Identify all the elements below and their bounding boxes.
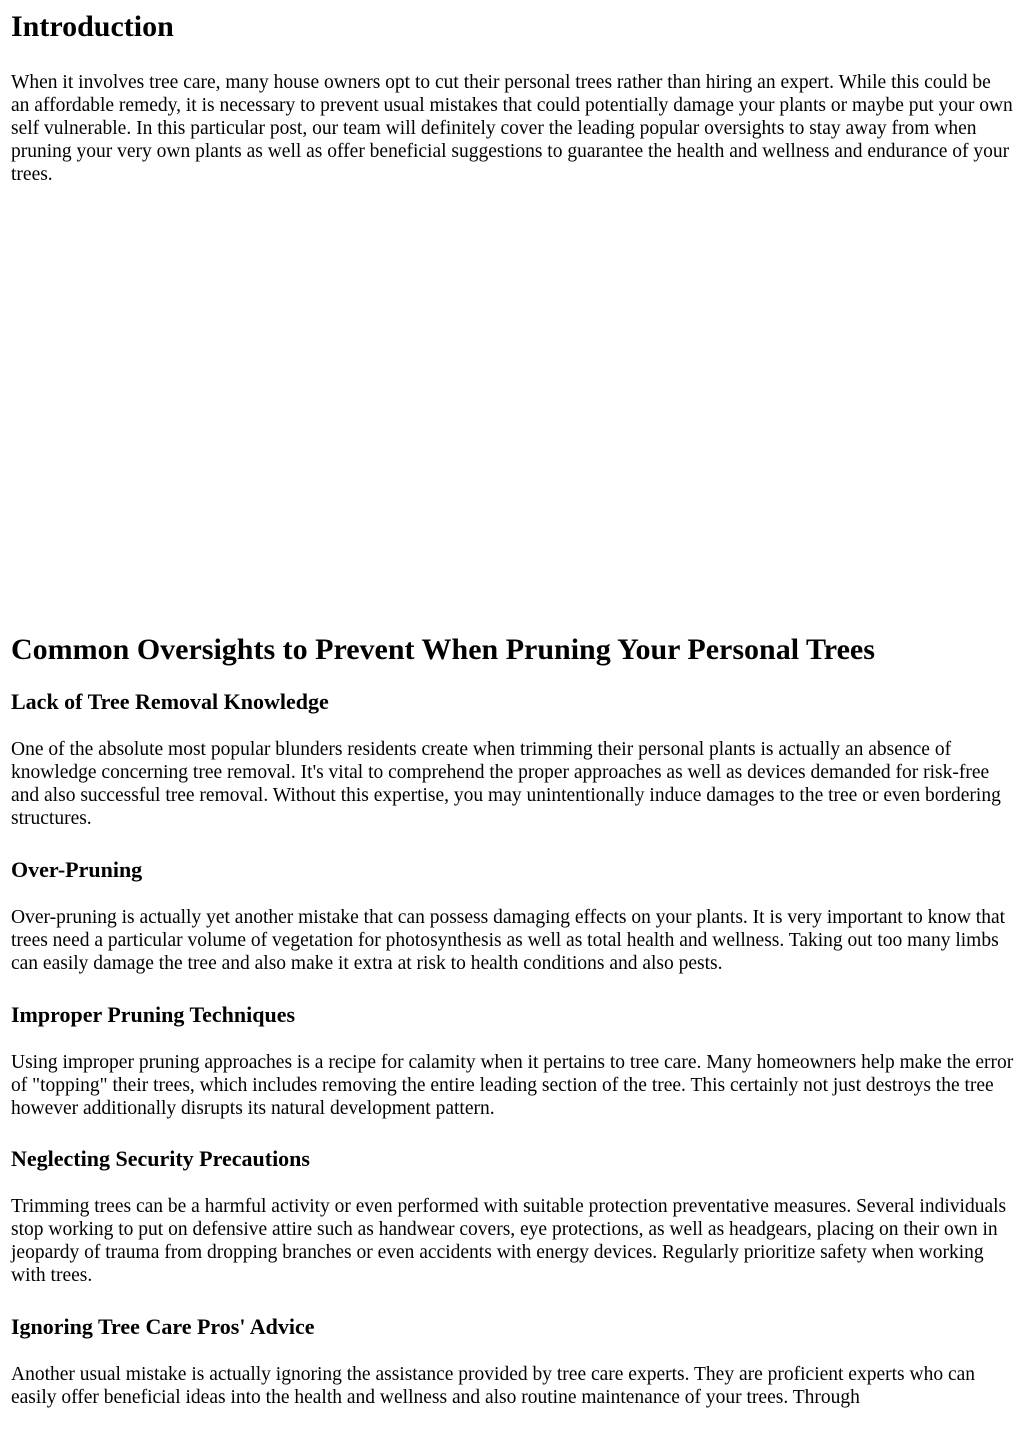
paragraph-tree-care-pros-advice: Another usual mistake is actually ignoring the assistance provided by tree care experts. They are proficient experts who can easily offer beneficial ideas into the health and wellness and also routine maintenance of your trees. Through [11, 1364, 976, 1408]
subheading-tree-removal-knowledge: Lack of Tree Removal Knowledge [11, 689, 329, 714]
paragraph-tree-removal-knowledge: One of the absolute most popular blunders residents create when trimming their personal plants is actually an absence of knowledge concerning tree removal. It's vital to comprehend the proper approaches as well as devices demanded for risk-free and also successful tree removal. Without this expertise, you may unintentionally induce damages to the tree or even bordering structures. [11, 739, 1001, 829]
intro-paragraph: When it involves tree care, many house owners opt to cut their personal trees rather than hiring an expert. While this could be an affordable remedy, it is necessary to prevent usual mistakes that could potentially damage your plants or maybe put your own self vulnerable. In this particular post, our team will definitely cover the leading popular oversights to stay away from when pruning your very own plants as well as offer beneficial suggestions to guarantee the health and wellness and endurance of your trees. [11, 72, 1013, 185]
paragraph-improper-pruning-techniques: Using improper pruning approaches is a recipe for calamity when it pertains to tree care. Many homeowners help make the error of "topping" their trees, which includes removing the entire leading section of the tree. This certainly not just destroys the tree however additionally disrupts its natural development pattern. [11, 1052, 1014, 1119]
section-heading: Common Oversights to Prevent When Pruning Your Personal Trees [11, 633, 875, 666]
subheading-tree-care-pros-advice: Ignoring Tree Care Pros' Advice [11, 1314, 315, 1339]
subheading-over-pruning: Over-Pruning [11, 857, 143, 882]
subheading-security-precautions: Neglecting Security Precautions [11, 1146, 310, 1171]
paragraph-security-precautions: Trimming trees can be a harmful activity or even performed with suitable protection preventative measures. Several individuals stop working to put on defensive attire such as handwear covers, eye protections, as well as headgears, placing on their own in jeopardy of trauma from dropping branches or even accidents with energy devices. Regularly prioritize safety when working with trees. [11, 1196, 1007, 1286]
blank-media-area [11, 186, 1014, 632]
intro-heading: Introduction [11, 10, 174, 43]
subheading-improper-pruning-techniques: Improper Pruning Techniques [11, 1002, 296, 1027]
paragraph-over-pruning: Over-pruning is actually yet another mistake that can possess damaging effects on your plants. It is very important to know that trees need a particular volume of vegetation for photosynthesis as well as total health and wellness. Taking out too many limbs can easily damage the tree and also make it extra at risk to health conditions and also pests. [11, 907, 1006, 974]
